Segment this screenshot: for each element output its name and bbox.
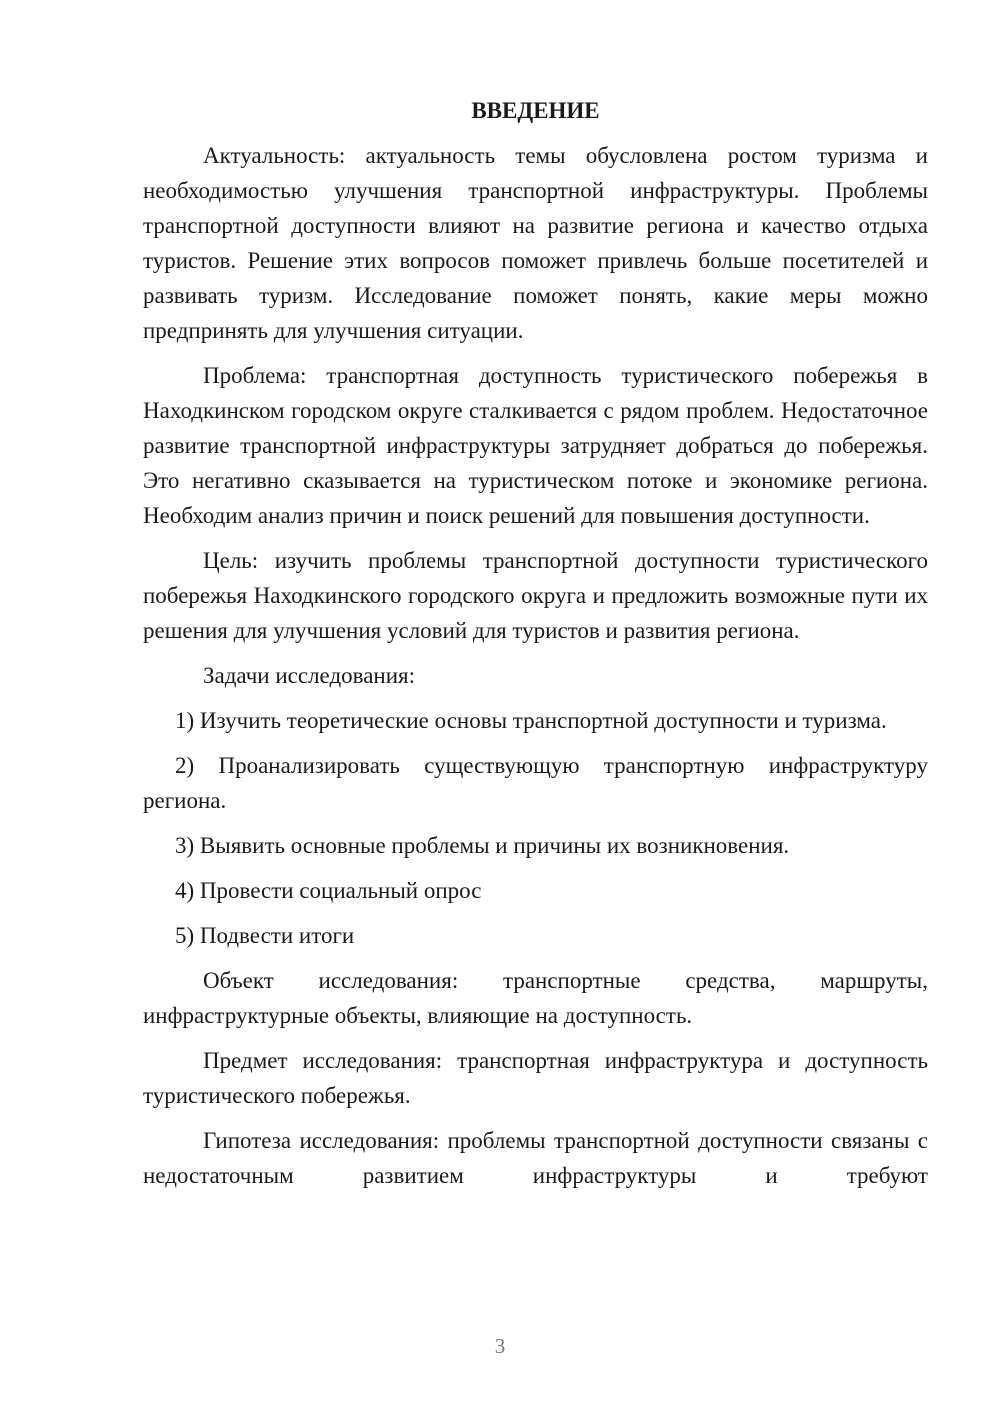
task-item-5: 5) Подвести итоги [175, 923, 355, 948]
task-item-4: 4) Провести социальный опрос [175, 878, 482, 903]
paragraph-goal: Цель: изучить проблемы транспортной доступности туристического побережья Находкинского городского округа и предложить возможные пути их решения для улучшения условий для туристов и развития региона. [143, 548, 928, 643]
document-page [143, 96, 928, 1203]
tasks-heading: Задачи исследования: [203, 663, 416, 688]
section-title: ВВЕДЕНИЕ [471, 98, 600, 123]
paragraph-relevance: Актуальность: актуальность темы обусловлена ростом туризма и необходимостью улучшения транспортной инфраструктуры. Проблемы транспортной доступности влияют на развитие региона и качество отдыха туристов. Решение этих вопросов поможет привлечь больше посетителей и развивать туризм. Исследование поможет понять, какие меры можно предпринять для улучшения ситуации. [143, 143, 928, 343]
task-item-3: 3) Выявить основные проблемы и причины их возникновения. [175, 833, 790, 858]
paragraph-problem: Проблема: транспортная доступность туристического побережья в Находкинском городском округе сталкивается с рядом проблем. Недостаточное развитие транспортной инфраструктуры затрудняет добраться до побережья. Это негативно сказывается на туристическом потоке и экономике региона. Необходим анализ причин и поиск решений для повышения доступности. [143, 363, 928, 528]
paragraph-object: Объект исследования: транспортные средства, маршруты, инфраструктурные объекты, влияющие на доступность. [143, 968, 928, 1028]
task-item-2: 2) Проанализировать существующую транспортную инфраструктуру региона. [143, 753, 928, 813]
page-number: 3 [494, 1334, 506, 1358]
task-item-1: 1) Изучить теоретические основы транспортной доступности и туризма. [175, 708, 887, 733]
paragraph-hypothesis: Гипотеза исследования: проблемы транспортной доступности связаны с недостаточным развитием инфраструктуры и требуют [143, 1128, 928, 1188]
paragraph-subject: Предмет исследования: транспортная инфраструктура и доступность туристического побережья. [143, 1048, 928, 1108]
